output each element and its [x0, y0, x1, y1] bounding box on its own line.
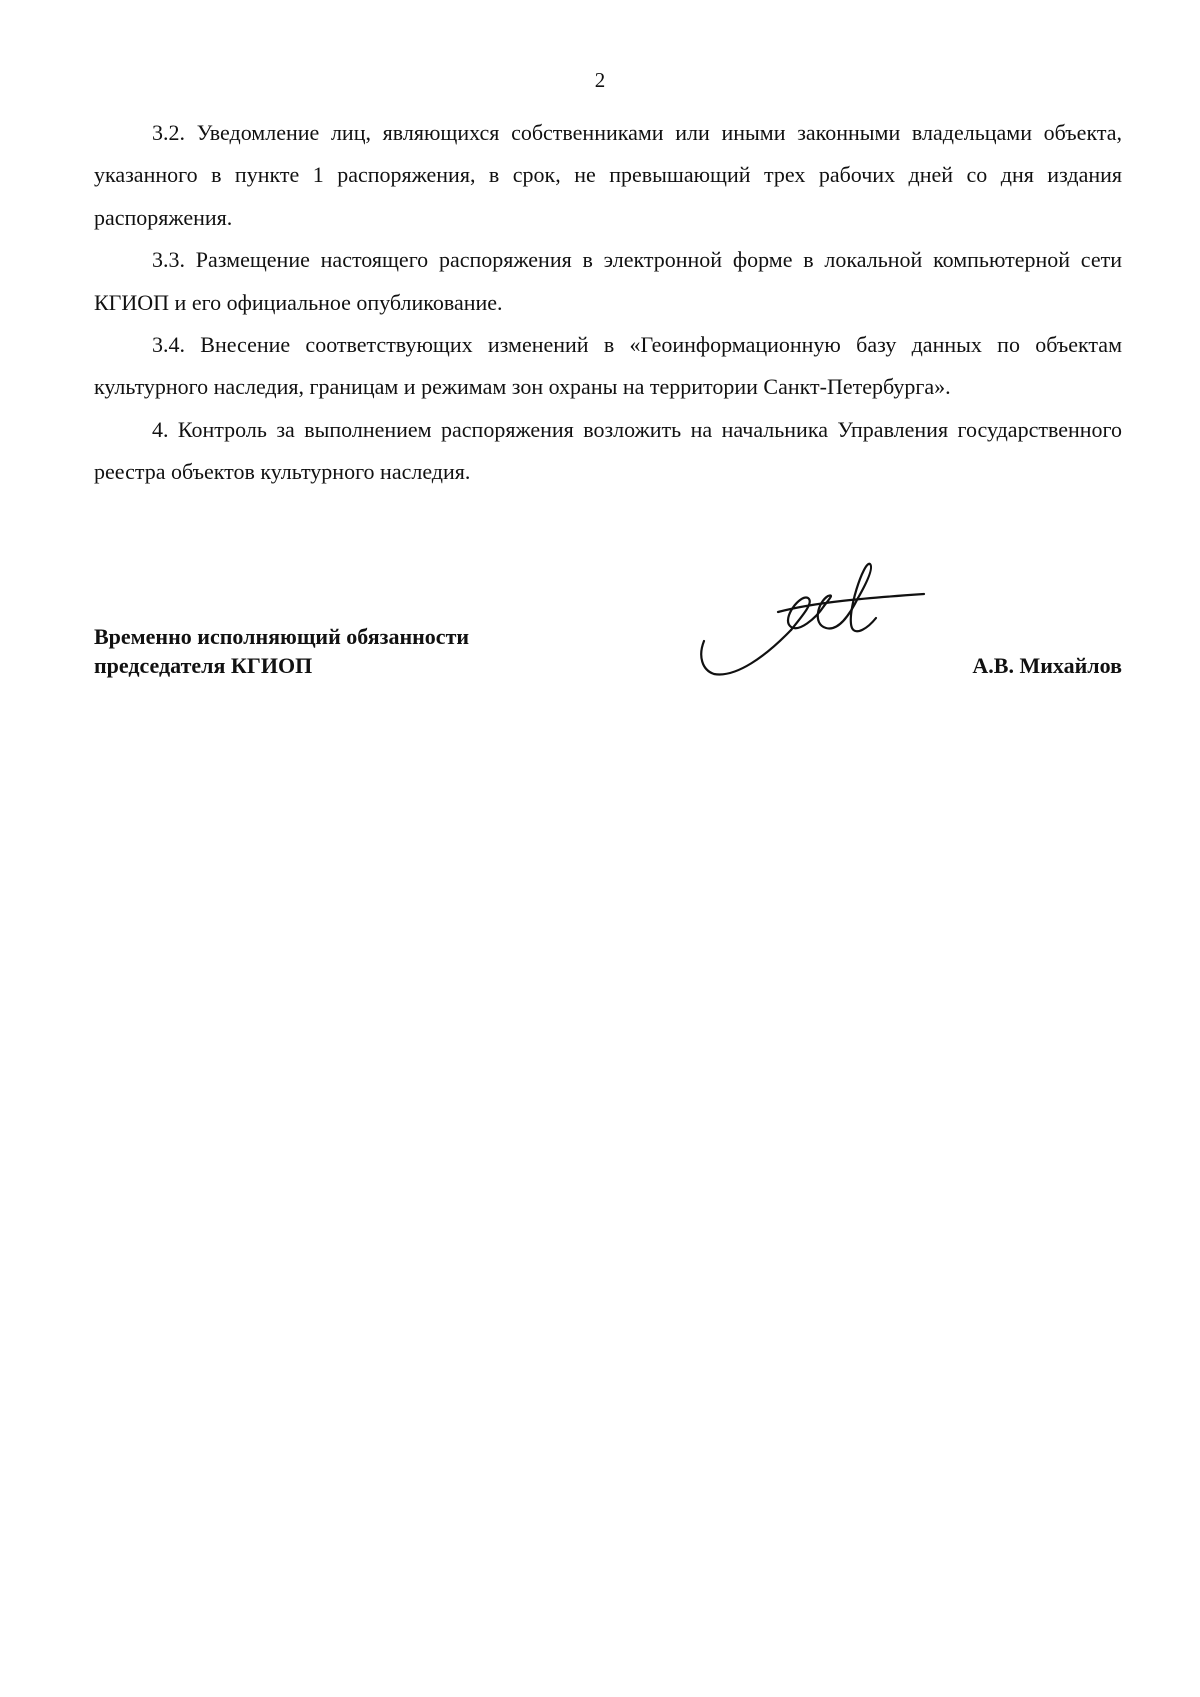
signer-title — [94, 622, 469, 680]
handwritten-signature — [696, 558, 926, 698]
paragraph-3-2: 3.2. Уведомление лиц, являющихся собственниками или иными законными владельцами объекта, указанного в пункте 1 распоряжения, в срок, не превышающий трех рабочих дней со дня издания распоряжения. — [94, 120, 1122, 230]
document-body — [94, 112, 1122, 494]
signature-block — [94, 622, 1122, 712]
signer-name: А.В. Михайлов — [972, 653, 1122, 678]
page-number: 2 — [594, 68, 606, 92]
paragraph-3-4: 3.4. Внесение соответствующих изменений в «Геоинформационную базу данных по объектам культурного наследия, границам и режимам зон охраны на территории Санкт-Петербурга». — [94, 332, 1122, 400]
signer-title-line-1: Временно исполняющий обязанности — [94, 624, 470, 649]
paragraph-4: 4. Контроль за выполнением распоряжения возложить на начальника Управления государственного реестра объектов культурного наследия. — [94, 416, 1122, 485]
paragraph-3-3: 3.3. Размещение настоящего распоряжения в электронной форме в локальной компьютерной сети КГИОП и его официальное опубликование. — [94, 247, 1122, 315]
signer-title-line-2: председателя КГИОП — [94, 653, 313, 678]
